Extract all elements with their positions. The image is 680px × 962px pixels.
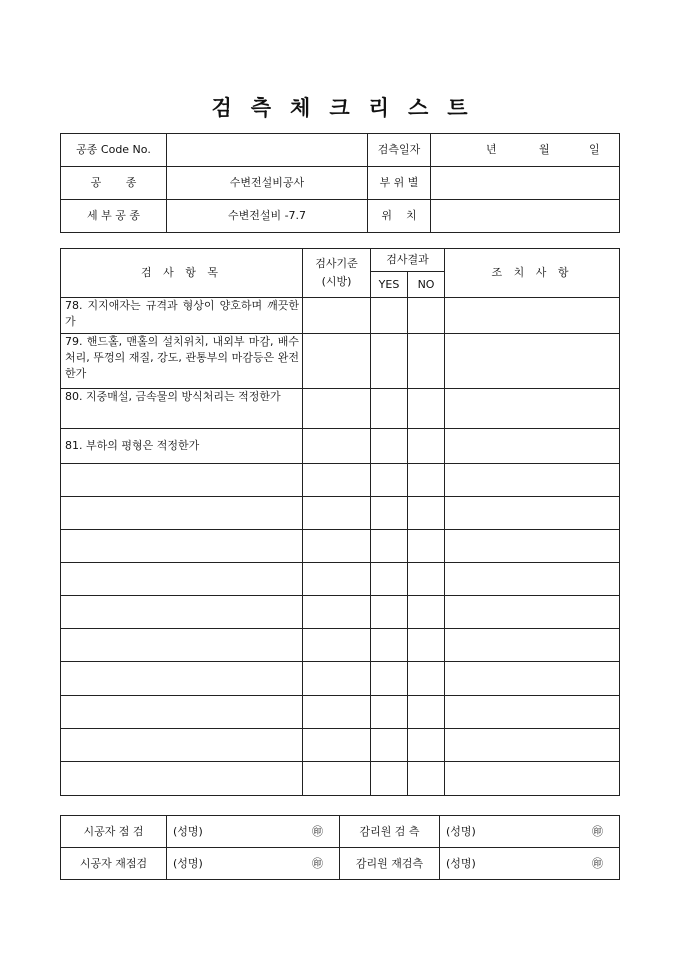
header-item: 검 사 항 목	[61, 249, 303, 298]
table-row	[61, 464, 620, 497]
signature-field	[167, 848, 340, 880]
item-cell	[61, 563, 303, 596]
contractor-recheck-label: 시공자 재점검	[61, 848, 167, 880]
location-label: 위 치	[368, 200, 431, 233]
action-cell	[445, 629, 620, 662]
standard-cell	[303, 762, 371, 796]
table-row	[61, 662, 620, 696]
signature-table	[60, 815, 620, 880]
standard-cell	[303, 429, 371, 464]
check-item: 81. 부하의 평형은 적정한가	[61, 429, 303, 464]
table-row	[61, 497, 620, 530]
title-char: 크	[329, 95, 351, 120]
title-char: 체	[290, 95, 312, 120]
standard-cell	[303, 334, 371, 389]
header-action: 조 치 사 항	[445, 249, 620, 298]
action-cell	[445, 762, 620, 796]
title-char: 스	[407, 95, 430, 120]
table-row	[61, 563, 620, 596]
signature-field	[440, 848, 620, 880]
standard-cell	[303, 497, 371, 530]
action-cell	[445, 497, 620, 530]
standard-cell	[303, 563, 371, 596]
standard-cell	[303, 298, 371, 334]
item-cell	[61, 629, 303, 662]
code-value	[167, 134, 368, 167]
no-cell	[408, 596, 445, 629]
part-value	[431, 167, 620, 200]
item-cell	[61, 729, 303, 762]
no-cell	[408, 629, 445, 662]
seal-icon: ㊞	[312, 825, 323, 838]
standard-cell	[303, 389, 371, 429]
seal-icon: ㊞	[592, 857, 603, 870]
yes-cell	[371, 563, 408, 596]
header-standard-line1: 검사기준	[315, 257, 358, 270]
yes-cell	[371, 530, 408, 563]
no-cell	[408, 298, 445, 334]
date-day: 일	[589, 143, 600, 156]
header-result: 검사결과	[371, 249, 445, 272]
contractor-check-label: 시공자 점 검	[61, 816, 167, 848]
name-label: (성명)	[173, 857, 203, 870]
part-label: 부 위 별	[368, 167, 431, 200]
yes-cell	[371, 662, 408, 696]
action-cell	[445, 696, 620, 729]
work-label: 공 종	[61, 167, 167, 200]
action-cell	[445, 662, 620, 696]
title-char: 리	[368, 95, 390, 120]
no-cell	[408, 530, 445, 563]
name-label: (성명)	[446, 825, 476, 838]
item-cell	[61, 530, 303, 563]
header-standard	[303, 249, 371, 298]
no-cell	[408, 429, 445, 464]
work-value: 수변전설비공사	[167, 167, 368, 200]
standard-cell	[303, 729, 371, 762]
item-cell	[61, 464, 303, 497]
date-field	[431, 134, 620, 167]
date-year: 년	[486, 143, 497, 156]
standard-cell	[303, 662, 371, 696]
checklist-table	[60, 248, 620, 796]
no-cell	[408, 389, 445, 429]
table-row	[61, 696, 620, 729]
item-cell	[61, 497, 303, 530]
action-cell	[445, 389, 620, 429]
date-month: 월	[539, 143, 550, 156]
title-char: 트	[447, 95, 469, 120]
action-cell	[445, 429, 620, 464]
no-cell	[408, 696, 445, 729]
no-cell	[408, 464, 445, 497]
action-cell	[445, 334, 620, 389]
yes-cell	[371, 464, 408, 497]
info-table	[60, 133, 620, 233]
yes-cell	[371, 729, 408, 762]
name-label: (성명)	[173, 825, 203, 838]
action-cell	[445, 563, 620, 596]
standard-cell	[303, 530, 371, 563]
header-yes: YES	[371, 272, 408, 298]
item-cell	[61, 696, 303, 729]
header-no: NO	[408, 272, 445, 298]
yes-cell	[371, 629, 408, 662]
standard-cell	[303, 696, 371, 729]
no-cell	[408, 563, 445, 596]
signature-field	[167, 816, 340, 848]
no-cell	[408, 334, 445, 389]
signature-field	[440, 816, 620, 848]
page-title	[0, 92, 680, 122]
table-row	[61, 729, 620, 762]
supervisor-recheck-label: 감리원 재검측	[340, 848, 440, 880]
standard-cell	[303, 629, 371, 662]
table-row	[61, 298, 620, 334]
name-label: (성명)	[446, 857, 476, 870]
yes-cell	[371, 389, 408, 429]
yes-cell	[371, 696, 408, 729]
title-char: 측	[250, 95, 273, 120]
detail-value: 수변전설비 -7.7	[167, 200, 368, 233]
table-row	[61, 629, 620, 662]
title-char: 검	[211, 95, 233, 120]
action-cell	[445, 596, 620, 629]
action-cell	[445, 530, 620, 563]
check-item: 79. 핸드홀, 맨홀의 설치위치, 내외부 마감, 배수처리, 뚜껑의 재질, 강도, 관통부의 마감등은 완전한가	[61, 334, 303, 389]
item-cell	[61, 596, 303, 629]
location-value	[431, 200, 620, 233]
yes-cell	[371, 298, 408, 334]
item-cell	[61, 762, 303, 796]
standard-cell	[303, 596, 371, 629]
yes-cell	[371, 429, 408, 464]
no-cell	[408, 662, 445, 696]
check-item: 80. 지중매설, 금속물의 방식처리는 적정한가	[61, 389, 303, 429]
action-cell	[445, 464, 620, 497]
yes-cell	[371, 497, 408, 530]
table-row	[61, 334, 620, 389]
no-cell	[408, 497, 445, 530]
yes-cell	[371, 596, 408, 629]
table-row	[61, 762, 620, 796]
table-row	[61, 429, 620, 464]
standard-cell	[303, 464, 371, 497]
detail-label: 세 부 공 종	[61, 200, 167, 233]
action-cell	[445, 298, 620, 334]
supervisor-check-label: 감리원 검 측	[340, 816, 440, 848]
table-row	[61, 596, 620, 629]
check-item: 78. 지지애자는 규격과 형상이 양호하며 깨끗한가	[61, 298, 303, 334]
seal-icon: ㊞	[312, 857, 323, 870]
date-label: 검측일자	[368, 134, 431, 167]
yes-cell	[371, 762, 408, 796]
header-standard-line2: (시방)	[321, 275, 352, 288]
item-cell	[61, 662, 303, 696]
no-cell	[408, 762, 445, 796]
action-cell	[445, 729, 620, 762]
table-row	[61, 389, 620, 429]
no-cell	[408, 729, 445, 762]
code-label: 공종 Code No.	[61, 134, 167, 167]
table-row	[61, 530, 620, 563]
seal-icon: ㊞	[592, 825, 603, 838]
yes-cell	[371, 334, 408, 389]
